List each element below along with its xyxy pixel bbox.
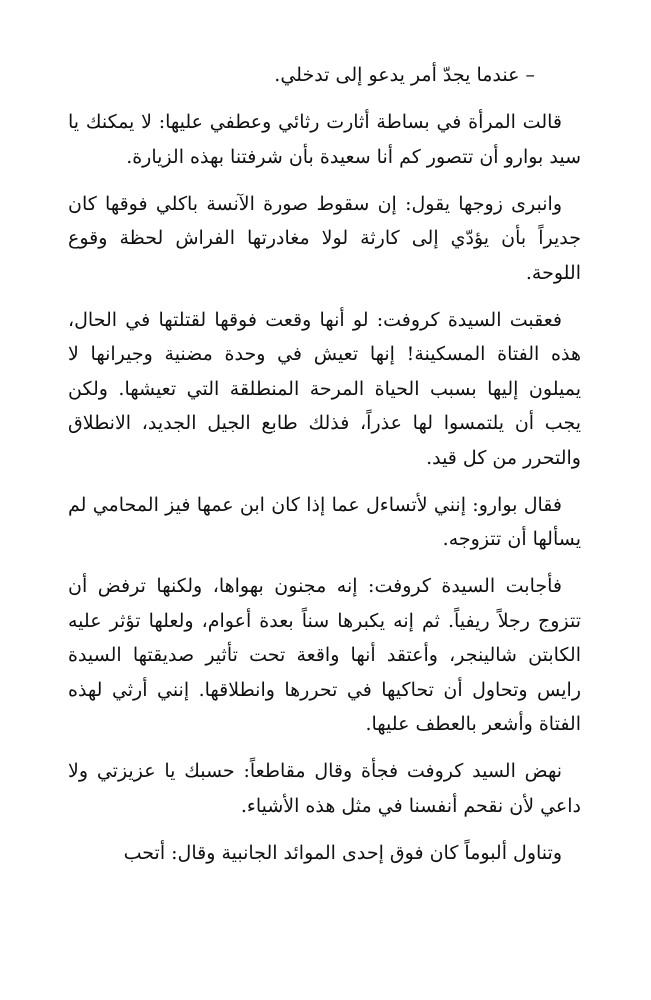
paragraph-mrs-croft-greeting: قالت المرأة في بساطة أثارت رثائي وعطفي عليها: لا يمكنك يا سيد بوارو أن تتصور كم أنا سعيدة بأن شرفتنا بهذه الزيارة.: [68, 111, 581, 168]
paragraph-album: وتناول ألبوماً كان فوق إحدى الموائد الجانبية وقال: أتحب: [123, 841, 562, 864]
paragraph-mr-croft-interrupts: نهض السيد كروفت فجأة وقال مقاطعاً: حسبك يا عزيزتي ولا داعي لأن نقحم أنفسنا في مثل هذه الأشياء.: [68, 760, 581, 817]
paragraph-dialog-line: – عندما يجدّ أمر يدعو إلى تدخلي.: [274, 64, 535, 86]
paragraph-husband-painting: وانبرى زوجها يقول: إن سقوط صورة الآنسة باكلي فوقها كان جديراً بأن يؤدّي إلى كارثة لولا مغادرتها الفراش لحظة وقوع اللوحة.: [68, 192, 581, 284]
book-page: [68, 58, 581, 883]
paragraph-mrs-croft-answer: فأجابت السيدة كروفت: إنه مجنون بهواها، ولكنها ترفض أن تتزوج رجلاً ريفياً. ثم إنه يكبرها سناً بعدة أعوام، ولعلها تؤثر عليه الكابتن شالينجر، وأعتقد أنها واقعة تحت تأثير صديقتها السيدة رايس وتحاول أن تحاكيها في تحررها وانطلاقها. إنني أرثي لهذه الفتاة وأشعر بالعطف عليها.: [68, 575, 581, 735]
paragraph-poirot-question: فقال بوارو: إنني لأتساءل عما إذا كان ابن عمها فيز المحامي لم يسألها أن تتزوجه.: [68, 493, 581, 550]
paragraph-mrs-croft-girl: فعقبت السيدة كروفت: لو أنها وقعت فوقها لقتلتها في الحال، هذه الفتاة المسكينة! إنها تعيش في وحدة مضنية وجيرانها لا يميلون إليها بسبب الحياة المرحة المنطلقة التي تعيشها. ولكن يجب أن يلتمسوا لها عذراً، فذلك طابع الجيل الجديد، الانطلاق والتحرر من كل قيد.: [68, 308, 581, 469]
